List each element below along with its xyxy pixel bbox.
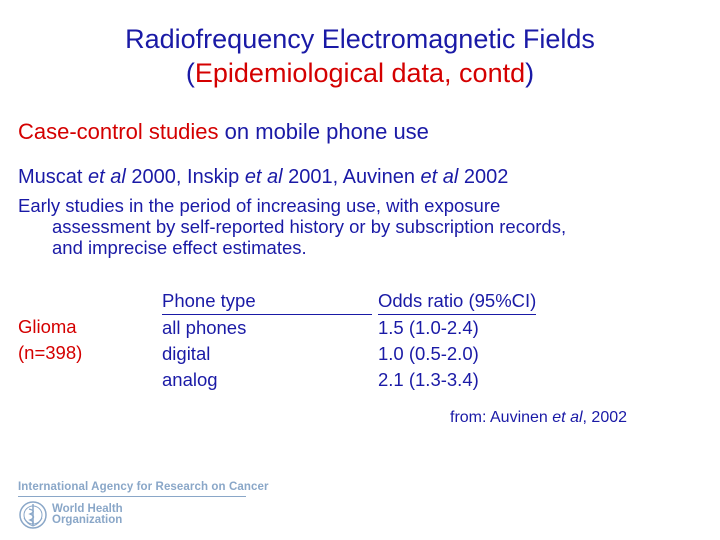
odds-ratio-column — [378, 288, 536, 393]
slide-subtitle — [18, 119, 429, 145]
source-note — [450, 409, 627, 427]
phone-type-row: analog — [162, 369, 218, 390]
subtitle-blue-text: on mobile phone use — [218, 119, 429, 144]
outcome-n: (n=398) — [18, 342, 83, 363]
phone-type-row: all phones — [162, 317, 247, 338]
citations-line — [18, 166, 508, 189]
citation-etal: et al — [420, 166, 459, 188]
outcome-label: Glioma — [18, 316, 77, 337]
who-emblem-icon — [18, 500, 48, 530]
who-line-1: World Health — [52, 503, 123, 515]
paragraph-line-3: and imprecise effect estimates. — [52, 237, 307, 258]
citation-inskip: 2000, Inskip — [125, 166, 245, 188]
outcome-cell — [18, 314, 82, 366]
title-red-text: Epidemiological data, contd — [194, 58, 526, 88]
citation-etal: et al — [88, 166, 126, 188]
subtitle-red-text: Case-control studies — [18, 119, 219, 144]
odds-ratio-row: 2.1 (1.3-3.4) — [378, 369, 479, 390]
source-suffix: , 2002 — [582, 409, 628, 426]
description-paragraph — [18, 195, 698, 258]
who-logo-text — [52, 504, 123, 526]
phone-type-row: digital — [162, 343, 211, 364]
citation-etal: et al — [244, 166, 283, 188]
source-prefix: from: Auvinen — [450, 409, 553, 426]
source-etal: et al — [552, 409, 583, 426]
phone-type-header: Phone type — [162, 288, 372, 315]
who-line-2: Organization — [52, 514, 123, 526]
citation-year: 2002 — [458, 166, 509, 188]
phone-type-column — [162, 288, 372, 393]
paragraph-line-2: assessment by self-reported history or by subscription records, — [52, 216, 567, 237]
slide-title — [0, 22, 720, 90]
title-line-2 — [0, 56, 720, 90]
title-close-paren: ) — [525, 58, 535, 88]
paragraph-line-1: Early studies in the period of increasing use, with exposure — [18, 195, 501, 216]
title-line-1: Radiofrequency Electromagnetic Fields — [125, 24, 595, 54]
title-open-paren: ( — [185, 58, 195, 88]
citation-auvinen: 2001, Auvinen — [282, 166, 421, 188]
odds-ratio-row: 1.5 (1.0-2.4) — [378, 317, 479, 338]
odds-ratio-row: 1.0 (0.5-2.0) — [378, 343, 479, 364]
iarc-logo-text: International Agency for Research on Cancer — [18, 481, 269, 493]
odds-ratio-header: Odds ratio (95%CI) — [378, 288, 536, 315]
citation-muscat: Muscat — [18, 166, 89, 188]
iarc-divider — [18, 496, 246, 497]
